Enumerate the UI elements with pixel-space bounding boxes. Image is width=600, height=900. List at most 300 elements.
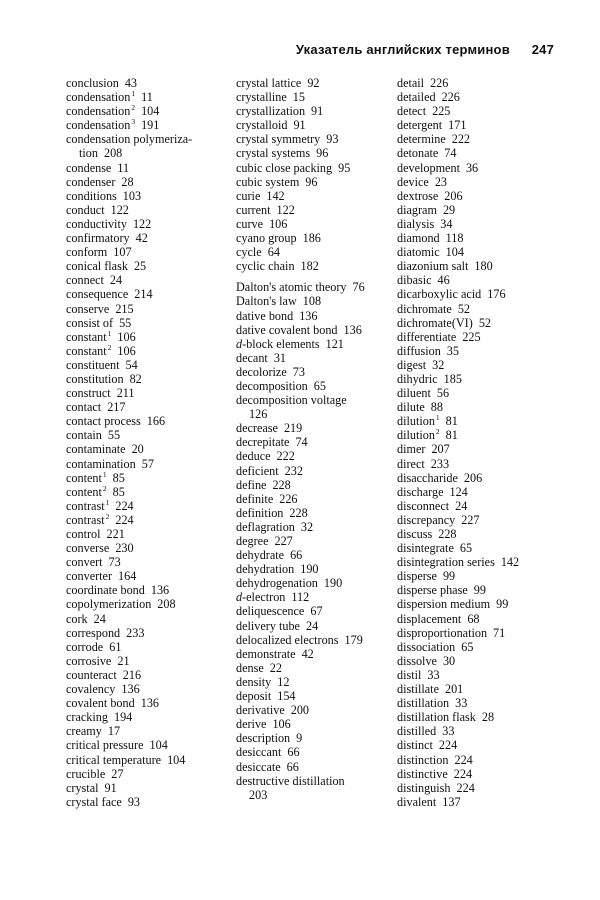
index-entry xyxy=(397,513,519,527)
index-term: constant xyxy=(66,329,107,344)
index-entry xyxy=(236,492,365,506)
index-page-ref: 194 xyxy=(113,710,133,725)
index-entry xyxy=(236,309,365,323)
index-page-ref: 136 xyxy=(121,682,140,697)
index-term: control xyxy=(66,527,101,541)
index-entry xyxy=(236,323,365,337)
index-page-ref: 221 xyxy=(106,527,125,541)
index-page-ref: 224 xyxy=(453,766,473,781)
index-entry xyxy=(397,231,519,245)
index-term: distinct xyxy=(397,738,433,753)
index-term: dilution xyxy=(397,414,435,429)
index-page-ref: 57 xyxy=(141,456,154,471)
index-page-ref: 104 xyxy=(445,245,464,260)
index-page-ref: 136 xyxy=(140,696,159,711)
index-entry xyxy=(66,682,192,696)
index-page-ref: 228 xyxy=(272,477,291,492)
index-entry xyxy=(236,217,365,231)
index-term: delivery tube xyxy=(236,618,300,633)
index-term: diatomic xyxy=(397,245,440,260)
index-page-ref: 24 xyxy=(305,618,319,633)
index-entry xyxy=(236,478,365,492)
index-term: corrode xyxy=(66,639,104,654)
index-page-ref: 56 xyxy=(436,386,450,401)
index-entry xyxy=(397,76,519,90)
index-term: decolorize xyxy=(236,364,287,379)
index-entry xyxy=(397,485,519,499)
index-entry xyxy=(397,767,519,781)
index-entry xyxy=(236,731,365,745)
homonym-superscript: 2 xyxy=(105,511,110,521)
homonym-superscript: 2 xyxy=(107,342,112,352)
index-page-ref: 216 xyxy=(122,667,142,682)
index-entry xyxy=(66,569,192,583)
index-entry xyxy=(397,555,519,569)
index-entry xyxy=(397,457,519,471)
index-page-ref: 124 xyxy=(449,484,468,499)
index-term: -electron xyxy=(242,590,286,605)
index-term: distinction xyxy=(397,752,449,767)
index-page-ref: 201 xyxy=(444,682,464,697)
homonym-superscript: 1 xyxy=(131,89,136,99)
index-entry xyxy=(397,640,519,654)
index-page-ref: 99 xyxy=(473,583,486,598)
index-term: contain xyxy=(66,428,102,443)
index-term: determine xyxy=(397,132,446,147)
index-page-ref: 164 xyxy=(118,569,137,584)
index-entry xyxy=(397,90,519,104)
index-term: converter xyxy=(66,569,113,584)
index-entry xyxy=(397,442,519,456)
index-page-ref: 24 xyxy=(93,611,106,626)
index-entry xyxy=(397,330,519,344)
index-term: confirmatory xyxy=(66,231,130,246)
index-term: dehydrate xyxy=(236,548,285,563)
index-term: tion xyxy=(79,146,98,161)
letter-gap xyxy=(236,273,365,280)
index-entry xyxy=(397,583,519,597)
index-page-ref: 52 xyxy=(457,301,471,316)
index-entry xyxy=(66,90,192,104)
index-page-ref: 23 xyxy=(434,174,447,189)
index-page-ref: 228 xyxy=(438,527,457,541)
index-term: decant xyxy=(236,350,268,365)
index-term: conditions xyxy=(66,188,117,203)
index-page-ref: 225 xyxy=(432,104,451,119)
index-entry xyxy=(397,316,519,330)
index-term: contact process xyxy=(66,414,141,429)
index-page-ref: 32 xyxy=(432,357,445,372)
index-entry xyxy=(66,626,192,640)
index-term: cubic system xyxy=(236,174,300,189)
index-term: distil xyxy=(397,667,422,682)
index-page-ref: 61 xyxy=(109,639,122,654)
index-entry xyxy=(397,400,519,414)
index-page-ref: 92 xyxy=(307,76,320,90)
index-term: disaccharide xyxy=(397,470,458,485)
index-term: dextrose xyxy=(397,188,439,203)
index-entry xyxy=(236,132,365,146)
index-entry xyxy=(66,386,192,400)
index-page-ref: 82 xyxy=(129,371,142,386)
homonym-superscript: 1 xyxy=(105,497,110,507)
index-entry xyxy=(236,379,365,393)
index-entry xyxy=(66,442,192,456)
index-page-ref: 211 xyxy=(116,386,135,401)
index-entry xyxy=(397,541,519,555)
index-entry xyxy=(66,471,192,485)
index-term: covalency xyxy=(66,682,116,697)
index-term: delocalized electrons xyxy=(236,632,339,647)
index-term: crystal symmetry xyxy=(236,132,321,147)
index-term: disintegrate xyxy=(397,541,454,556)
index-column-1 xyxy=(66,76,192,809)
index-entry xyxy=(236,675,365,689)
index-entry xyxy=(397,668,519,682)
index-page-ref: 122 xyxy=(132,216,152,231)
index-page-ref: 54 xyxy=(125,357,138,372)
index-term: cubic close packing xyxy=(236,160,333,175)
index-term: desiccant xyxy=(236,745,282,760)
index-page-ref: 9 xyxy=(296,731,303,746)
index-term: dissociation xyxy=(397,639,456,654)
index-page-ref: 207 xyxy=(431,442,450,457)
index-page-ref: 180 xyxy=(474,259,493,274)
index-page-ref: 76 xyxy=(352,280,365,295)
index-page-ref: 68 xyxy=(467,611,480,626)
header-title: Указатель английских терминов xyxy=(295,42,510,57)
index-entry xyxy=(236,90,365,104)
index-page-ref: 42 xyxy=(301,646,314,661)
index-term: construct xyxy=(66,386,111,401)
index-term: deficient xyxy=(236,463,279,478)
index-term: detonate xyxy=(397,146,439,161)
index-page-ref: 232 xyxy=(284,463,303,478)
index-page-ref: 73 xyxy=(292,364,305,379)
index-term: define xyxy=(236,477,267,492)
index-entry xyxy=(66,372,192,386)
index-page-ref: 36 xyxy=(465,160,479,175)
index-entry xyxy=(236,146,365,160)
index-term: decrease xyxy=(236,421,278,436)
index-entry xyxy=(66,132,192,146)
index-page-ref: 11 xyxy=(117,160,130,175)
index-term: development xyxy=(397,160,460,175)
index-term: deflagration xyxy=(236,519,295,534)
index-entry xyxy=(236,464,365,478)
index-entry xyxy=(236,506,365,520)
index-term: differentiate xyxy=(397,329,457,344)
index-term: discuss xyxy=(397,527,433,541)
index-page-ref: 43 xyxy=(124,76,137,90)
index-page-ref: 71 xyxy=(493,625,506,640)
index-term: constitution xyxy=(66,371,124,386)
index-entry xyxy=(236,118,365,132)
index-entry xyxy=(397,245,519,259)
index-entry xyxy=(236,604,365,618)
index-page-ref: 73 xyxy=(108,555,121,570)
homonym-superscript: 2 xyxy=(435,427,440,437)
index-page-ref: 191 xyxy=(141,118,160,133)
index-page-ref: 137 xyxy=(442,794,461,809)
index-term: consequence xyxy=(66,287,129,302)
index-term: conductivity xyxy=(66,216,127,231)
index-page-ref: 95 xyxy=(338,160,351,175)
index-entry xyxy=(66,795,192,809)
index-page-ref: 34 xyxy=(440,216,453,231)
index-term: critical pressure xyxy=(66,738,144,753)
index-page-ref: 33 xyxy=(455,696,468,711)
index-page-ref: 74 xyxy=(295,435,308,450)
index-entry xyxy=(397,287,519,301)
index-entry xyxy=(66,189,192,203)
index-entry xyxy=(66,273,192,287)
index-page-ref: 233 xyxy=(430,456,450,471)
index-term: divalent xyxy=(397,794,437,809)
index-page-ref: 46 xyxy=(437,273,450,288)
index-entry xyxy=(236,104,365,118)
index-term: conform xyxy=(66,245,108,260)
index-term: dilution xyxy=(397,428,435,443)
index-term: condensation xyxy=(66,90,131,105)
index-term: Dalton's law xyxy=(236,294,297,309)
index-term: diamond xyxy=(397,231,440,246)
index-term: deliquescence xyxy=(236,604,305,619)
index-entry xyxy=(397,781,519,795)
index-term: derivative xyxy=(236,703,285,718)
index-entry xyxy=(66,302,192,316)
index-page-ref: 106 xyxy=(117,329,136,344)
index-entry xyxy=(397,499,519,513)
index-page-ref: 224 xyxy=(456,780,475,795)
index-entry xyxy=(236,774,365,788)
index-term: crystal xyxy=(66,780,99,795)
index-term: curve xyxy=(236,216,264,231)
index-term: definition xyxy=(236,505,284,520)
index-page-ref: 74 xyxy=(444,146,457,161)
index-entry xyxy=(66,527,192,541)
index-entry xyxy=(397,273,519,287)
index-entry xyxy=(236,76,365,90)
index-term: crystal face xyxy=(66,794,122,809)
index-entry xyxy=(236,562,365,576)
index-term: dibasic xyxy=(397,273,432,288)
index-term: dicarboxylic acid xyxy=(397,287,482,302)
index-page-ref: 35 xyxy=(446,343,459,358)
index-term: diffusion xyxy=(397,343,441,358)
index-term: conical flask xyxy=(66,259,128,274)
index-term: decomposition xyxy=(236,378,308,393)
index-entry xyxy=(397,217,519,231)
index-entry xyxy=(66,457,192,471)
index-entry xyxy=(236,548,365,562)
index-entry xyxy=(397,146,519,160)
index-page-ref: 176 xyxy=(487,287,506,302)
index-entry xyxy=(397,724,519,738)
index-page-ref: 186 xyxy=(302,231,321,246)
index-term: cyano group xyxy=(236,231,297,246)
index-entry xyxy=(397,302,519,316)
index-term: distinctive xyxy=(397,766,448,781)
index-term: dehydration xyxy=(236,562,295,577)
index-term: convert xyxy=(66,555,103,570)
index-term: detail xyxy=(397,76,425,90)
index-entry xyxy=(236,280,365,294)
index-page-ref: 33 xyxy=(427,667,440,682)
index-term: dilute xyxy=(397,400,425,415)
index-page-ref: 85 xyxy=(112,484,125,499)
index-term: dative bond xyxy=(236,308,294,323)
index-page-ref: 12 xyxy=(277,674,290,689)
index-term: crystal systems xyxy=(236,146,311,161)
index-page-ref: 122 xyxy=(276,202,295,217)
index-term: dissolve xyxy=(397,653,437,668)
index-entry xyxy=(397,358,519,372)
index-page-ref: 142 xyxy=(266,188,285,203)
index-term: dehydrogenation xyxy=(236,576,318,591)
index-entry xyxy=(236,788,365,802)
index-term: corrosive xyxy=(66,653,112,668)
index-term: 126 xyxy=(249,407,268,422)
index-page-ref: 81 xyxy=(445,414,458,429)
index-term: destructive distillation xyxy=(236,773,345,788)
index-term: contrast xyxy=(66,498,105,513)
index-page-ref: 104 xyxy=(167,752,186,767)
index-page-ref: 65 xyxy=(313,378,326,393)
term-italic-prefix: d xyxy=(236,336,243,351)
index-page-ref: 219 xyxy=(283,421,303,436)
index-page-ref: 81 xyxy=(445,428,458,443)
index-entry xyxy=(397,612,519,626)
index-page-ref: 96 xyxy=(316,146,329,161)
index-page-ref: 121 xyxy=(325,336,344,351)
index-term: dichromate xyxy=(397,301,452,316)
index-page-ref: 104 xyxy=(149,738,168,753)
index-term: coordinate bond xyxy=(66,583,145,598)
index-entry xyxy=(397,795,519,809)
homonym-superscript: 1 xyxy=(107,328,112,338)
index-entry xyxy=(236,231,365,245)
index-term: counteract xyxy=(66,667,117,682)
index-page-ref: 215 xyxy=(115,301,134,316)
index-page-ref: 93 xyxy=(127,794,141,809)
index-page-ref: 227 xyxy=(461,512,480,527)
index-page-ref: 200 xyxy=(290,703,310,718)
index-entry xyxy=(66,640,192,654)
index-page-ref: 24 xyxy=(455,498,468,513)
index-term: distillation xyxy=(397,696,450,711)
index-entry xyxy=(236,647,365,661)
index-term: critical temperature xyxy=(66,752,162,767)
index-entry xyxy=(66,287,192,301)
index-term: diagram xyxy=(397,202,437,217)
index-page-ref: 103 xyxy=(122,188,142,203)
index-term: discrepancy xyxy=(397,512,456,527)
index-entry xyxy=(397,161,519,175)
index-page-ref: 99 xyxy=(442,569,456,584)
index-term: cracking xyxy=(66,710,108,725)
index-page-ref: 25 xyxy=(133,259,147,274)
index-term: dichromate(VI) xyxy=(397,315,473,330)
index-entry xyxy=(397,471,519,485)
index-page-ref: 112 xyxy=(291,590,310,605)
index-term: Dalton's atomic theory xyxy=(236,280,347,295)
index-term: deduce xyxy=(236,449,271,464)
index-page-ref: 66 xyxy=(286,759,299,774)
term-italic-prefix: d xyxy=(236,590,243,605)
index-term: crucible xyxy=(66,766,106,781)
index-entry xyxy=(66,541,192,555)
index-entry xyxy=(66,738,192,752)
index-term: consist of xyxy=(66,315,114,330)
index-term: dense xyxy=(236,660,264,675)
index-term: contamination xyxy=(66,456,136,471)
index-entry xyxy=(236,161,365,175)
index-entry xyxy=(66,696,192,710)
index-page-ref: 122 xyxy=(110,202,129,217)
index-entry xyxy=(397,104,519,118)
index-entry xyxy=(66,217,192,231)
index-term: device xyxy=(397,174,429,189)
index-term: description xyxy=(236,731,291,746)
index-term: cork xyxy=(66,611,88,626)
index-entry xyxy=(397,696,519,710)
index-entry xyxy=(236,351,365,365)
index-entry xyxy=(397,682,519,696)
index-page-ref: 15 xyxy=(292,90,305,105)
index-term: displacement xyxy=(397,611,462,626)
index-page-ref: 206 xyxy=(463,470,483,485)
index-page-ref: 67 xyxy=(310,604,323,619)
index-entry xyxy=(236,520,365,534)
index-term: crystalline xyxy=(236,90,287,105)
page-number: 247 xyxy=(531,42,554,57)
index-entry xyxy=(397,386,519,400)
index-page-ref: 85 xyxy=(112,470,125,485)
index-page-ref: 91 xyxy=(104,780,117,795)
index-term: demonstrate xyxy=(236,646,296,661)
index-term: decomposition voltage xyxy=(236,393,347,408)
index-entry xyxy=(66,104,192,118)
index-page-ref: 206 xyxy=(444,188,463,203)
index-entry xyxy=(397,527,519,541)
index-page-ref: 28 xyxy=(481,710,495,725)
index-page-ref: 108 xyxy=(302,294,322,309)
index-term: condensation xyxy=(66,118,131,133)
index-entry xyxy=(236,576,365,590)
index-page-ref: 224 xyxy=(115,498,134,513)
index-entry xyxy=(397,175,519,189)
index-entry xyxy=(236,175,365,189)
index-entry xyxy=(66,485,192,499)
index-page-ref: 136 xyxy=(150,583,170,598)
index-page-ref: 32 xyxy=(300,519,314,534)
running-header xyxy=(60,42,554,57)
index-entry xyxy=(66,513,192,527)
index-page-ref: 93 xyxy=(326,132,339,147)
index-page-ref: 104 xyxy=(141,104,160,119)
index-entry xyxy=(236,689,365,703)
index-term: condenser xyxy=(66,174,116,189)
index-entry xyxy=(397,203,519,217)
index-entry xyxy=(397,738,519,752)
index-page-ref: 226 xyxy=(441,90,460,105)
index-page-ref: 154 xyxy=(277,689,296,704)
index-entry xyxy=(66,358,192,372)
index-term: constant xyxy=(66,343,107,358)
index-entry xyxy=(397,654,519,668)
homonym-superscript: 2 xyxy=(102,483,107,493)
